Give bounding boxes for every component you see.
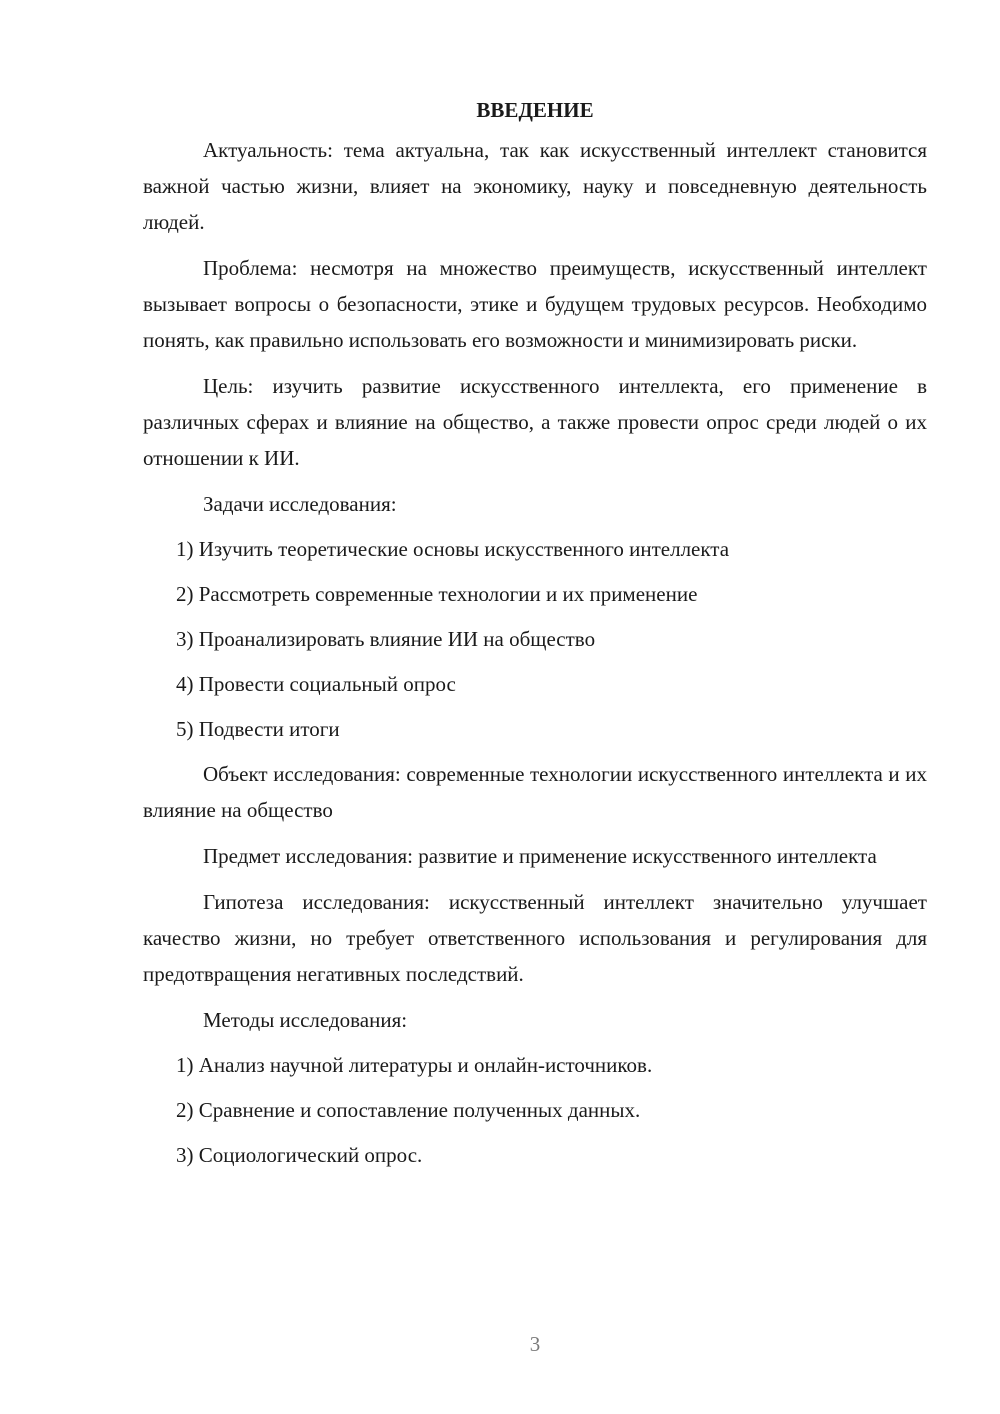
list-item: 5) Подвести итоги xyxy=(176,717,340,741)
list-item: 2) Сравнение и сопоставление полученных данных. xyxy=(176,1098,641,1122)
page-title: ВВЕДЕНИЕ xyxy=(476,98,594,122)
list-item: 1) Анализ научной литературы и онлайн-источников. xyxy=(176,1053,653,1077)
object-paragraph: Объект исследования: современные технологии искусственного интеллекта и их влияние на общество xyxy=(143,762,927,822)
hypothesis-paragraph: Гипотеза исследования: искусственный интеллект значительно улучшает качество жизни, но требует ответственного использования и регулирования для предотвращения негативных последствий. xyxy=(143,890,927,986)
methods-list xyxy=(143,1047,927,1173)
document-body xyxy=(143,92,927,1182)
methods-heading: Методы исследования: xyxy=(203,1008,408,1032)
tasks-list xyxy=(143,531,927,747)
list-item: 1) Изучить теоретические основы искусственного интеллекта xyxy=(176,537,730,561)
problem-paragraph: Проблема: несмотря на множество преимуществ, искусственный интеллект вызывает вопросы о безопасности, этике и будущем трудовых ресурсов. Необходимо понять, как правильно использовать его возможности и минимизировать риски. xyxy=(143,256,927,352)
goal-paragraph: Цель: изучить развитие искусственного интеллекта, его применение в различных сферах и влияние на общество, а также провести опрос среди людей о их отношении к ИИ. xyxy=(143,374,927,470)
relevance-paragraph: Актуальность: тема актуальна, так как искусственный интеллект становится важной частью жизни, влияет на экономику, науку и повседневную деятельность людей. xyxy=(143,138,927,234)
list-item: 4) Провести социальный опрос xyxy=(176,672,456,696)
page-number: 3 xyxy=(529,1332,541,1356)
list-item: 3) Проанализировать влияние ИИ на общество xyxy=(176,627,596,651)
tasks-heading: Задачи исследования: xyxy=(203,492,397,516)
subject-paragraph: Предмет исследования: развитие и применение искусственного интеллекта xyxy=(203,844,877,868)
list-item: 3) Социологический опрос. xyxy=(176,1143,423,1167)
list-item: 2) Рассмотреть современные технологии и их применение xyxy=(176,582,698,606)
